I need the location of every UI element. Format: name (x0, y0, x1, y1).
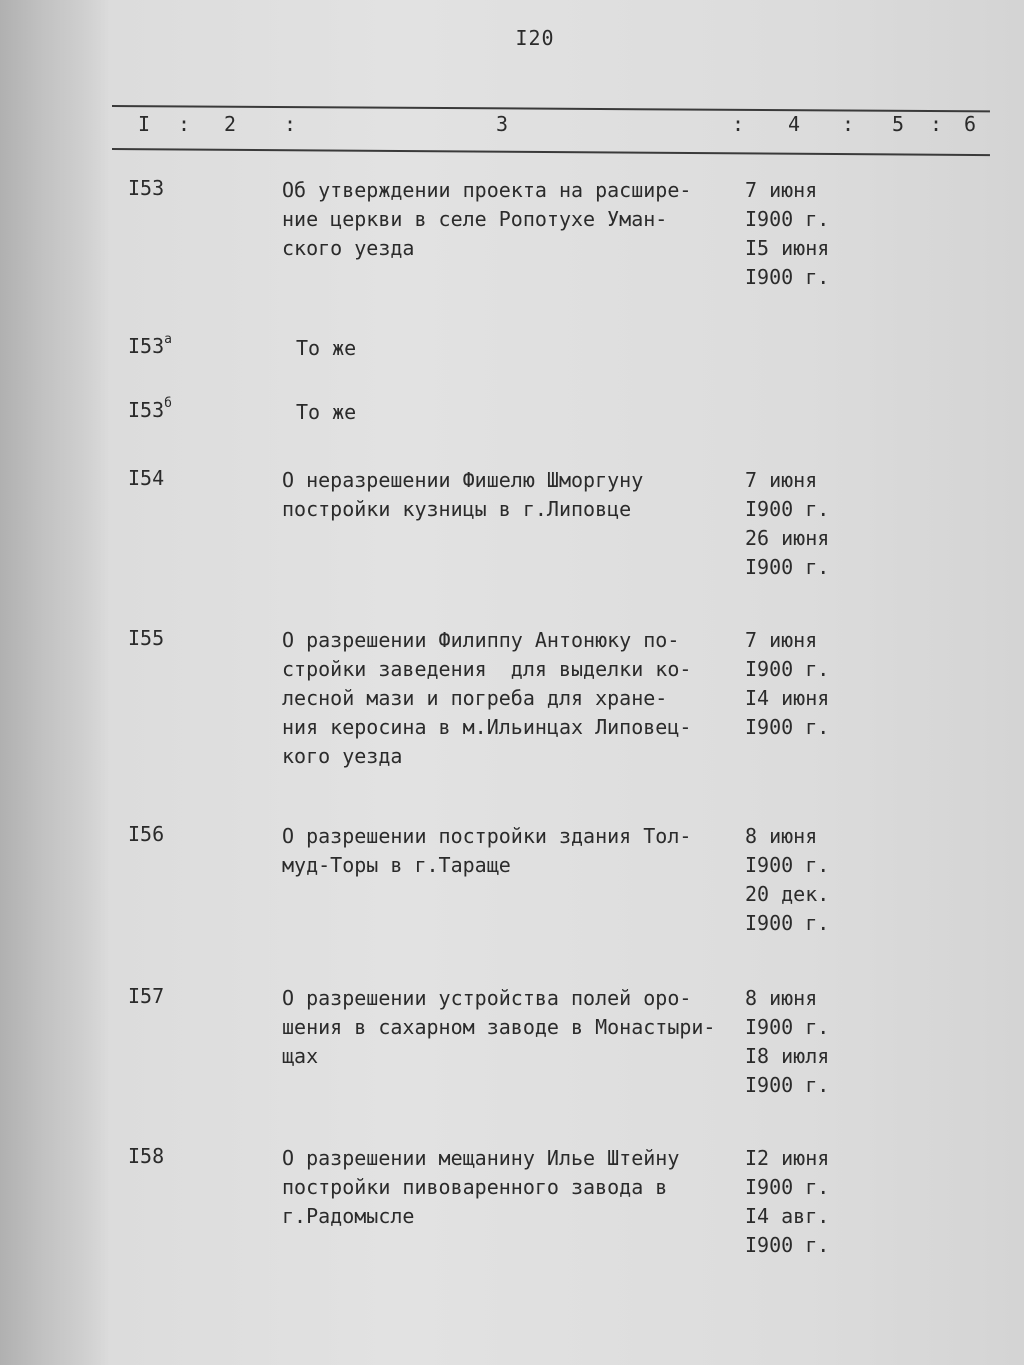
column-header-3: 3 (496, 112, 509, 136)
column-separator: : (178, 112, 191, 136)
entry-dates: I2 июня I900 г. I4 авг. I900 г. (745, 1146, 830, 1257)
entry-description: О разрешении устройства полей оро- шения в сахарном заводе в Монастыри- щах (282, 986, 716, 1068)
column-separator: : (284, 112, 297, 136)
entry-number: I57 (128, 984, 165, 1008)
entry-number: I58 (128, 1144, 165, 1168)
column-header-5: 5 (892, 112, 905, 136)
entry-description: О неразрешении Фишелю Шморгуну постройки кузницы в г.Липовце (282, 468, 644, 521)
entry-number: $I53^б$ (128, 396, 172, 422)
column-separator: : (842, 112, 855, 136)
column-separator: : (930, 112, 943, 136)
entry-number: I53 (128, 176, 165, 200)
binding-shadow (0, 0, 110, 1365)
column-header-2: 2 (224, 112, 237, 136)
entry-number: I55 (128, 626, 165, 650)
column-header-1: I (138, 112, 151, 136)
entry-description: Об утверждении проекта на расшире- ние церкви в селе Ропотухе Уман- ского уезда (282, 178, 692, 260)
column-separator: : (732, 112, 745, 136)
entry-number: I54 (128, 466, 165, 490)
column-header-4: 4 (788, 112, 801, 136)
entry-dates: 7 июня I900 г. 26 июня I900 г. (745, 468, 830, 579)
column-header-6: 6 (964, 112, 977, 136)
entry-description: То же (296, 336, 357, 360)
entry-dates: 7 июня I900 г. I5 июня I900 г. (745, 178, 830, 289)
page-number: I20 (515, 26, 555, 50)
entry-number: I56 (128, 822, 165, 846)
entry-number: $I53^а$ (128, 332, 172, 358)
entry-dates: 8 июня I900 г. 20 дек. I900 г. (745, 824, 830, 935)
entry-description: О разрешении постройки здания Тол- муд-Торы в г.Тараще (282, 824, 692, 877)
entry-dates: 8 июня I900 г. I8 июля I900 г. (745, 986, 830, 1097)
entry-description: О разрешении Филиппу Антонюку по- стройки заведения для выделки ко- лесной мази и погреба для хране- ния керосина в м.Ильинцах Липовец- кого уезда (282, 628, 692, 768)
header-rule-top (112, 105, 990, 112)
entry-dates: 7 июня I900 г. I4 июня I900 г. (745, 628, 830, 739)
entry-description: То же (296, 400, 357, 424)
header-rule-bottom (112, 148, 990, 156)
entry-description: О разрешении мещанину Илье Штейну постройки пивоваренного завода в г.Радомысле (282, 1146, 680, 1228)
